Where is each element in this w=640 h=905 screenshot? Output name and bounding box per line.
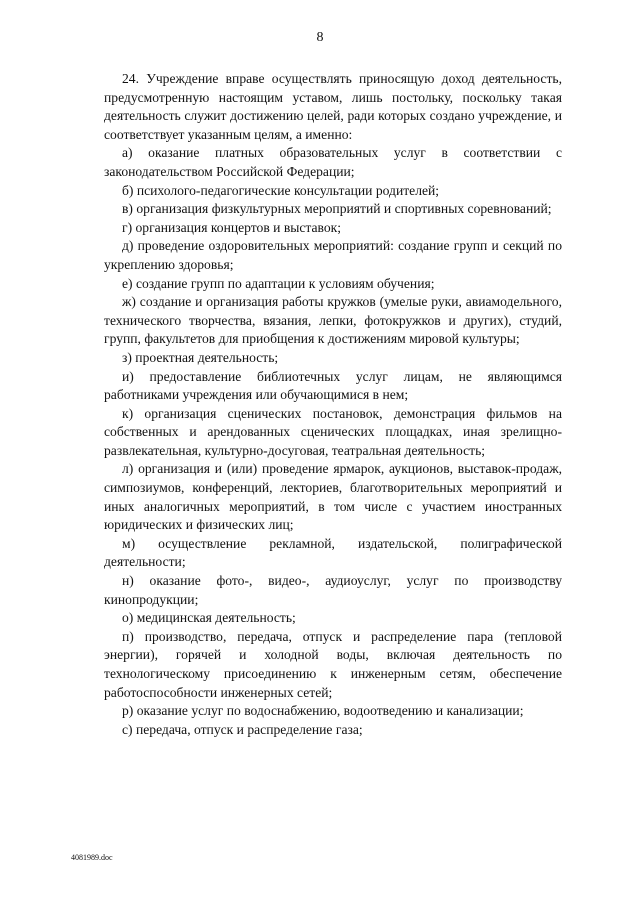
list-item-z: з) проектная деятельность; — [122, 349, 279, 365]
list-item-n: н) оказание фото-, видео-, аудиоуслуг, услуг по производству кинопродукции; — [104, 573, 562, 607]
footer-file-code: 4081989.doc — [71, 853, 113, 862]
list-item-d: д) проведение оздоровительных мероприятий: создание групп и секций по укреплению здоровья; — [104, 238, 562, 272]
list-item-m: м) осуществление рекламной, издательской, полиграфической деятельности; — [104, 535, 562, 570]
document-body — [104, 70, 562, 739]
list-item-r: р) оказание услуг по водоснабжению, водоотведению и канализации; — [122, 703, 524, 719]
list-item-zh: ж) создание и организация работы кружков (умелые руки, авиамодельного, технического творчества, вязания, лепки, фотокружков и других), студий, групп, факультетов для приобщения к достижениям мировой культуры; — [104, 294, 562, 347]
list-item-s: с) передача, отпуск и распределение газа; — [122, 721, 363, 737]
list-item-p: п) производство, передача, отпуск и распределение пара (тепловой энергии), горячей и холодной воды, включая деятельность по технологическому присоединению к инженерным сетям, обеспечение работоспособности инженерных сетей; — [104, 628, 562, 700]
paragraph-24: 24. Учреждение вправе осуществлять приносящую доход деятельность, предусмотренную настоящим уставом, лишь постольку, поскольку такая деятельность служит достижению целей, ради которых создано учреждение, и соответствует указанным целям, а именно: — [104, 71, 562, 142]
list-item-i: и) предоставление библиотечных услуг лицам, не являющимся работниками учреждения или обучающимися в нем; — [104, 368, 562, 403]
list-item-k: к) организация сценических постановок, демонстрация фильмов на собственных и арендованных сценических площадках, иная зрелищно-развлекательная, культурно-досуговая, театральная деятельность; — [104, 405, 562, 458]
list-item-b: б) психолого-педагогические консультации родителей; — [122, 182, 440, 198]
list-item-g: г) организация концертов и выставок; — [122, 219, 342, 235]
list-item-l: л) организация и (или) проведение ярмарок, аукционов, выставок-продаж, симпозиумов, конференций, лекториев, благотворительных мероприятий и иных аналогичных мероприятий, в том числе с участием иностранных юридических и физических лиц; — [104, 461, 562, 533]
page-number: 8 — [316, 30, 324, 45]
list-item-a: а) оказание платных образовательных услуг в соответствии с законодательством Российской Федерации; — [104, 145, 562, 179]
list-item-e: е) создание групп по адаптации к условиям обучения; — [122, 275, 435, 291]
list-item-v: в) организация физкультурных мероприятий и спортивных соревнований; — [122, 201, 552, 217]
list-item-o: о) медицинская деятельность; — [122, 610, 296, 626]
